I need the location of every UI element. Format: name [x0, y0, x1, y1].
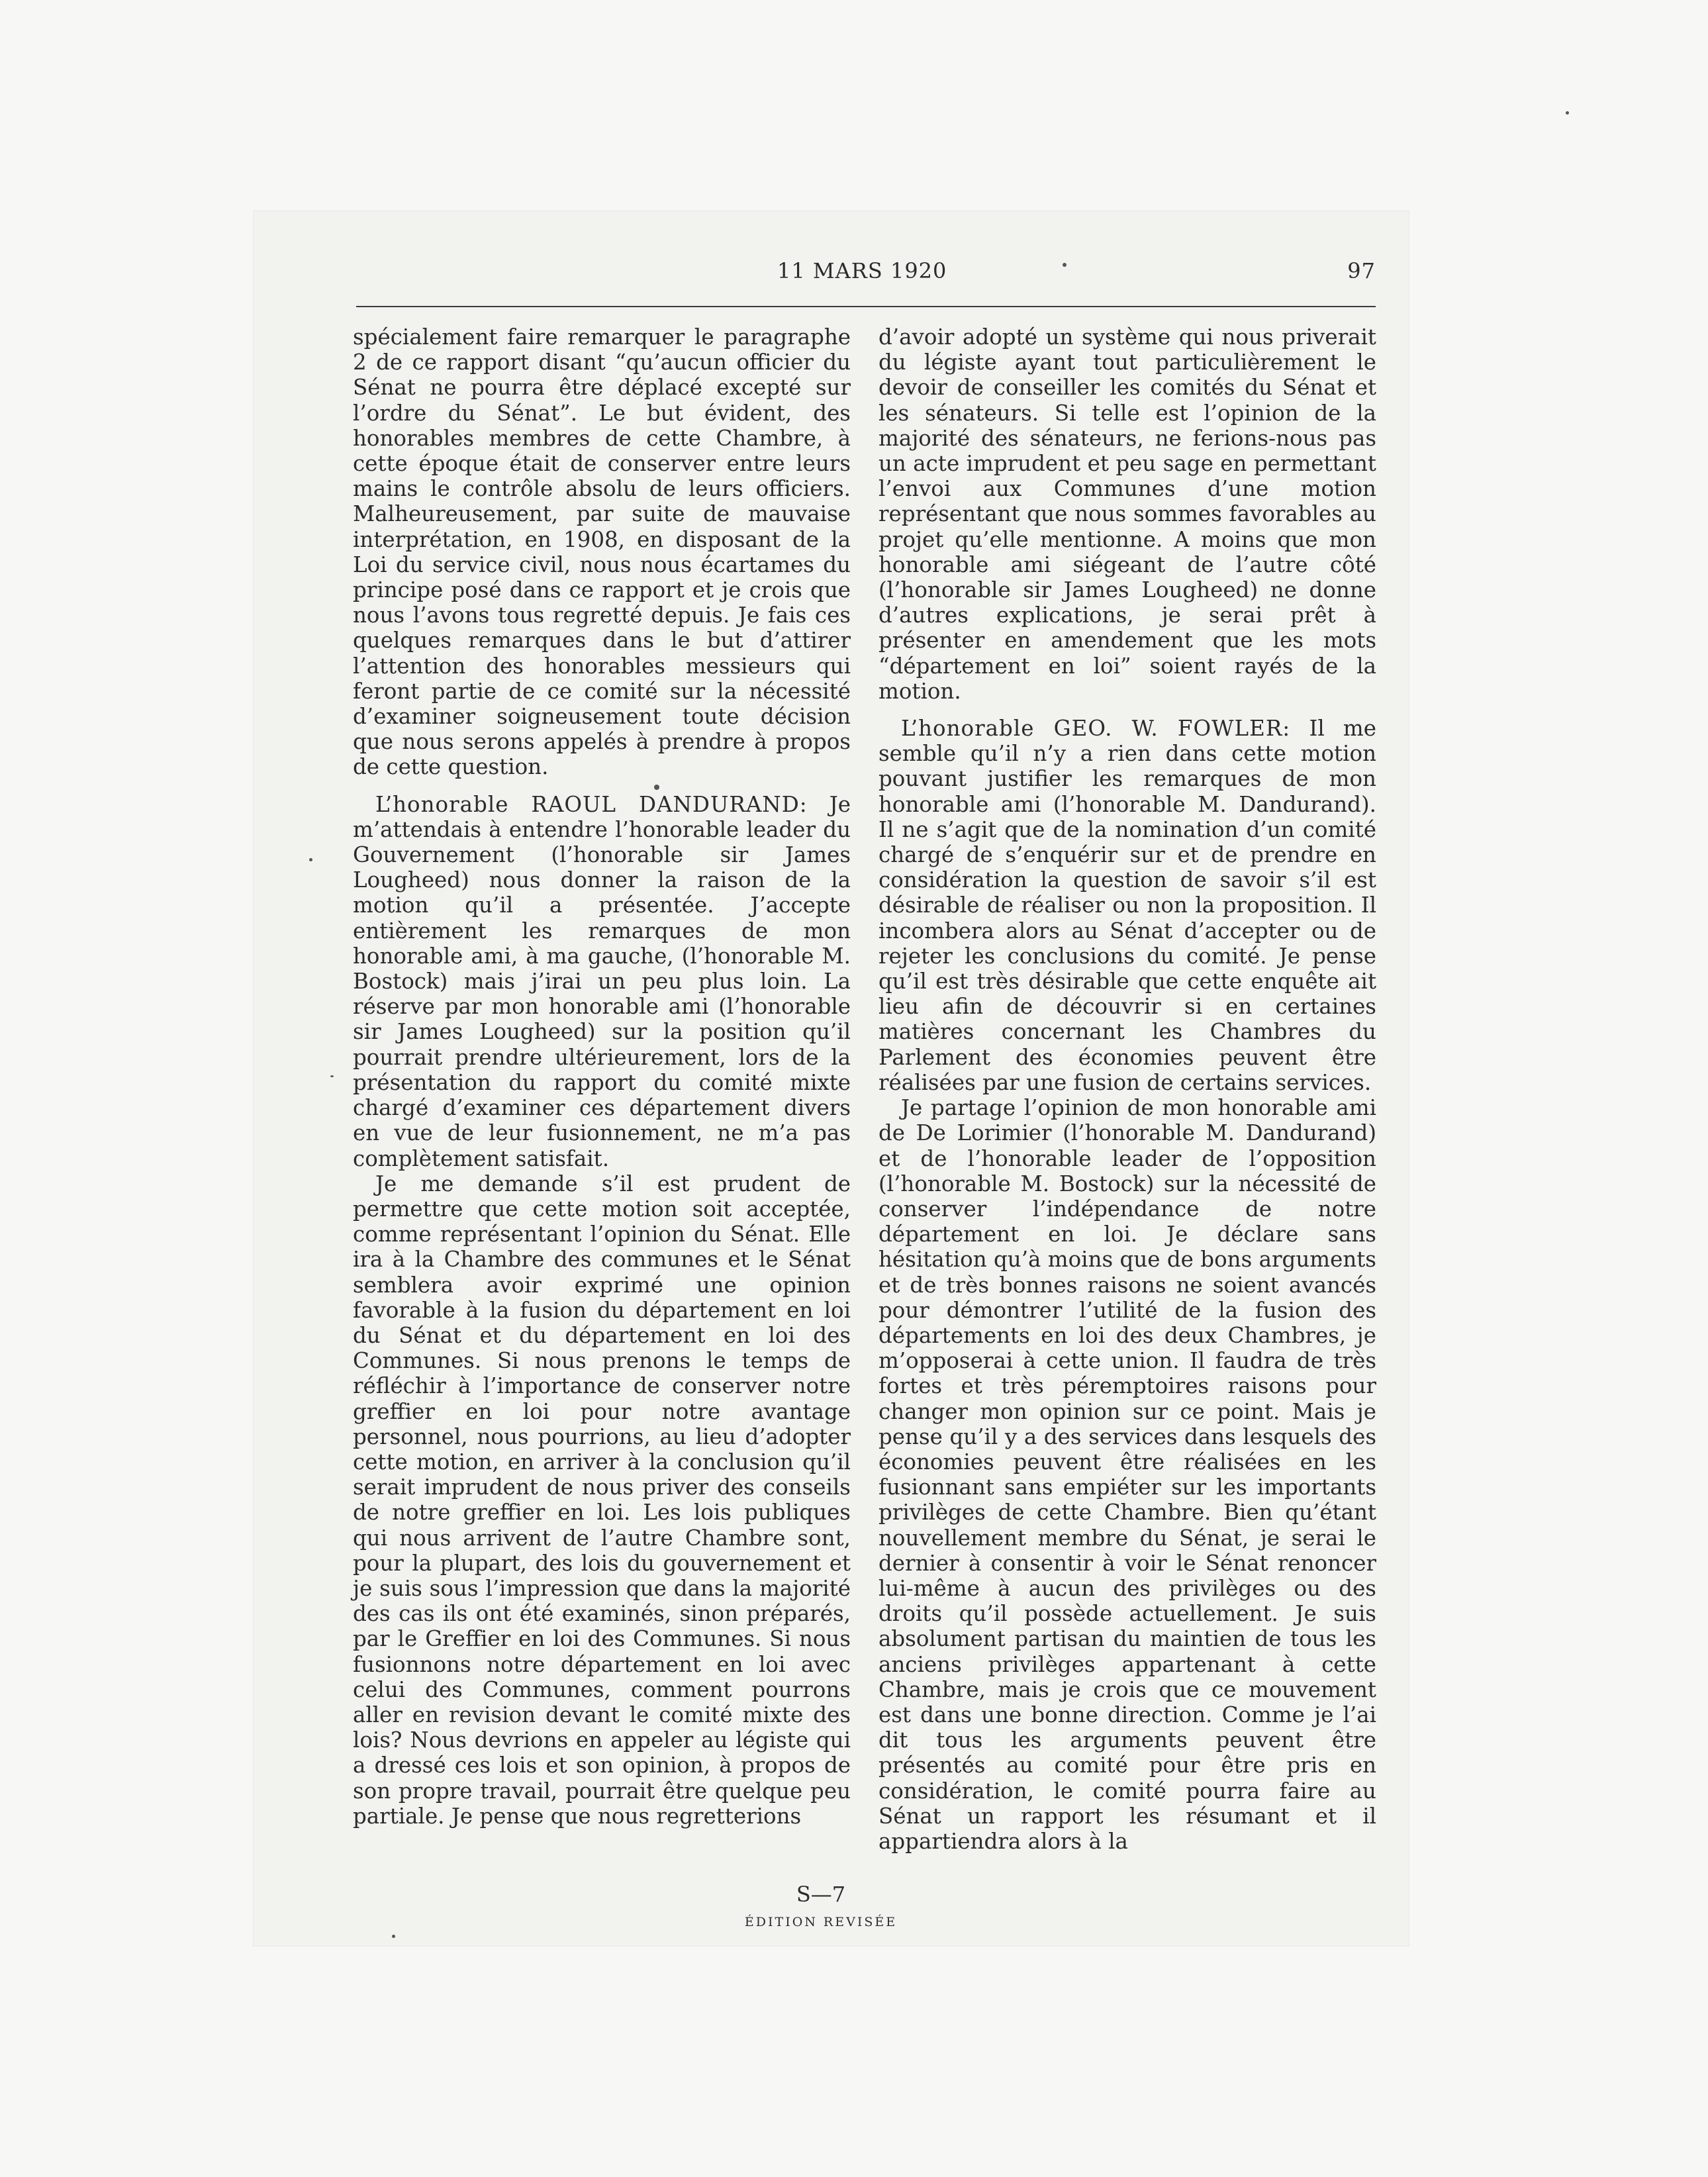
speech-paragraph — [878, 716, 1376, 1095]
header-date: 11 MARS 1920 — [777, 258, 947, 283]
header-rule — [356, 306, 1376, 307]
scan-speck — [309, 858, 312, 861]
speech-text: Il me semble qu’il n’y a rien dans cette motion pouvant justifier les remarques de mon honorable ami (l’honorable M. Dandurand). Il ne s’agit que de la nomination d’un comité chargé de s’enquérir sur et de prendre en considération la question de savoir s’il est désirable de réaliser ou non la proposition. Il incombera alors au Sénat d’accepter ou de rejeter les conclusions du comité. Je pense qu’il est très désirable que cette enquête ait lieu afin de découvrir si en certaines matières concernant les Chambres du Parlement des économies peuvent être réalisées par une fusion de certains services. — [878, 716, 1376, 1095]
signature-mark: S—7 — [796, 1882, 846, 1907]
page-number: 97 — [1347, 258, 1376, 283]
paragraph: spécialement faire remarquer le paragraphe 2 de ce rapport disant “qu’aucun officier du Sénat ne pourra être déplacé excepté sur l’ordre du Sénat”. Le but évident, des honorables membres de cette Chambre, à cette époque était de conserver entre leurs mains le contrôle absolu de leurs officiers. Malheureusement, par suite de mauvaise interprétation, en 1908, en disposant de la Loi du service civil, nous nous écartames du principe posé dans ce rapport et je crois que nous l’avons tous regretté depuis. Je fais ces quelques remarques dans le but d’attirer l’attention des honorables messieurs qui feront partie de ce comité sur la nécessité d’examiner soigneusement toute décision que nous serons appelés à prendre à propos de cette question. — [353, 324, 851, 780]
speaker-name: L’honorable RAOUL DANDURAND: — [375, 791, 808, 817]
speech-text: Je m’attendais à entendre l’honorable leader du Gouvernement (l’honorable sir James Lougheed) nous donner la raison de la motion qu’il a présentée. J’accepte entièrement les remarques de mon honorable ami, à ma gauche, (l’honorable M. Bostock) mais j’irai un peu plus loin. La réserve par mon honorable ami (l’honorable sir James Lougheed) sur la position qu’il pourrait prendre ultérieurement, lors de la présentation du rapport du comité mixte chargé d’examiner ces département divers en vue de leur fusionnement, ne m’a pas complètement satisfait. — [353, 791, 851, 1171]
edition-label: ÉDITION REVISÉE — [744, 1915, 898, 1929]
right-column — [878, 324, 1376, 1854]
left-column — [353, 324, 851, 1829]
speaker-name: L’honorable GEO. W. FOWLER: — [901, 716, 1291, 742]
scan-speck — [654, 785, 659, 790]
page-header — [356, 258, 1376, 291]
paragraph: d’avoir adopté un système qui nous priverait du légiste ayant tout particulièrement le devoir de conseiller les comités du Sénat et les sénateurs. Si telle est l’opinion de la majorité des sénateurs, ne ferions-nous pas un acte imprudent et peu sage en permettant l’envoi aux Communes d’une motion représentant que nous sommes favorables au projet qu’elle mentionne. A moins que mon honorable ami siégeant de l’autre côté (l’honorable sir James Lougheed) ne donne d’autres explications, je serai prêt à présenter en amendement que les mots “département en loi” soient rayés de la motion. — [878, 324, 1376, 704]
scan-speck — [330, 1075, 334, 1077]
paragraph: Je me demande s’il est prudent de permettre que cette motion soit acceptée, comme représentant l’opinion du Sénat. Elle ira à la Chambre des communes et le Sénat semblera avoir exprimé une opinion favorable à la fusion du département en loi du Sénat et du département en loi des Communes. Si nous prenons le temps de réfléchir à l’importance de conserver notre greffier en loi pour notre avantage personnel, nous pourrions, au lieu d’adopter cette motion, en arriver à la conclusion qu’il serait imprudent de nous priver des conseils de notre greffier en loi. Les lois publiques qui nous arrivent de l’autre Chambre sont, pour la plupart, des lois du gouvernement et je suis sous l’impression que dans la majorité des cas ils ont été examinés, sinon préparés, par le Greffier en loi des Communes. Si nous fusionnons notre département en loi avec celui des Communes, comment pourrons aller en revision devant le comité mixte des lois? Nous devrions en appeler au légiste qui a dressé ces lois et son opinion, à propos de son propre travail, pourrait être quelque peu partiale. Je pense que nous regretterions — [353, 1171, 851, 1829]
speech-paragraph — [353, 792, 851, 1171]
scan-speck — [1063, 263, 1067, 267]
scan-speck — [392, 1935, 395, 1938]
paragraph: Je partage l’opinion de mon honorable ami de De Lorimier (l’honorable M. Dandurand) et de l’honorable leader de l’opposition (l’honorable M. Bostock) sur la nécessité de conserver l’indépendance de notre département en loi. Je déclare sans hésitation qu’à moins que de bons arguments et de très bonnes raisons ne soient avancés pour démontrer l’utilité de la fusion des départements en loi des deux Chambres, je m’opposerai à cette union. Il faudra de très fortes et très péremptoires raisons pour changer mon opinion sur ce point. Mais je pense qu’il y a des services dans lesquels des économies peuvent être réalisées en les fusionnant sans empiéter sur les importants privilèges de cette Chambre. Bien qu’étant nouvellement membre du Sénat, je serai le dernier à consentir à voir le Sénat renoncer lui-même à aucun des privilèges ou des droits qu’il possède actuellement. Je suis absolument partisan du maintien de tous les anciens privilèges appartenant à cette Chambre, mais je crois que ce mouvement est dans une bonne direction. Comme je l’ai dit tous les arguments peuvent être présentés au comité pour être pris en considération, le comité pourra faire au Sénat un rapport les résumant et il appartiendra alors à la — [878, 1095, 1376, 1854]
scan-speck — [1566, 111, 1569, 115]
